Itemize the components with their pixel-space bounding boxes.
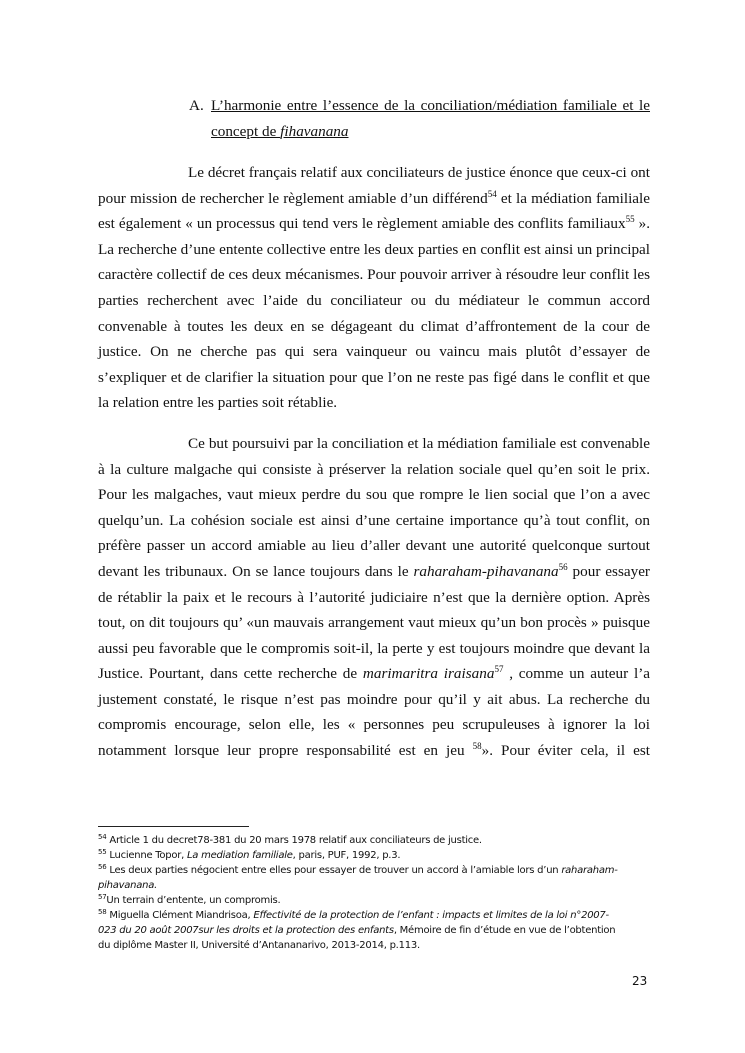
text-line: convenable à toutes les deux en se dégageant du climat d’affrontement de la cour de xyxy=(98,317,650,335)
footnote-58: $^{58}$ Miguella Clément Miandrisoa, Effectivité de la protection de l’enfant : impacts et limites de la loi n°2007- xyxy=(98,908,609,921)
heading-line: concept de fihavanana xyxy=(211,122,349,140)
text-line: Le décret français relatif aux conciliateurs de justice énonce que ceux-ci ont xyxy=(188,164,650,181)
text-line: justement constaté, le risque n’est pas moindre pour qu’il y ait abus. La recherche du xyxy=(98,690,650,708)
heading-emphasis: fihavanana xyxy=(280,122,349,140)
footnote-58-cont: 023 du 20 août 2007sur les droits et la protection des enfants, Mémoire de fin d’étude en vue de l’obtention xyxy=(98,925,616,936)
paragraph-gap xyxy=(98,416,650,431)
footnote-ref[interactable]: 55 xyxy=(625,214,635,225)
footnote-ref[interactable]: 54 xyxy=(487,188,497,199)
text-line: préfère passer un accord amiable au lieu d’aller devant une autorité quelconque surtout xyxy=(98,537,650,555)
text-line: de rétablir la paix et le recours à l’autorité judiciaire n’est que la dernière option. Après xyxy=(98,588,650,606)
footnotes xyxy=(98,833,650,953)
text-line: parties recherchent avec l’aide du conciliateur ou du médiateur le commun accord xyxy=(98,291,650,309)
footnote-55: $^{55}$ Lucienne Topor, La mediation familiale, paris, PUF, 1992, p.3. xyxy=(98,848,401,861)
text-line: Justice. Pourtant, dans cette recherche de marimaritra iraisana$^{57}$ , comme un auteur l’a xyxy=(98,664,650,683)
heading-line: L’harmonie entre l’essence de la conciliation/médiation familiale et le xyxy=(211,97,650,114)
text-line: notamment lorsque leur propre responsabilité est en jeu $^{58}$». Pour éviter cela, il est xyxy=(98,741,650,760)
paragraph-1 xyxy=(98,160,650,416)
body-text xyxy=(98,160,650,764)
footnote-56: $^{56}$ Les deux parties négocient entre elles pour essayer de trouver un accord à l’amiable lors d’un raharaham- xyxy=(98,863,618,876)
text-line: s’expliquer et de clarifier la situation pour que l’on ne reste pas figé dans le conflit et que xyxy=(98,368,650,386)
text-line: devant les tribunaux. On se lance toujours dans le raharaham-pihavanana$^{56}$ pour essayer xyxy=(98,561,650,580)
footnote-58-cont: du diplôme Master II, Université d’Antananarivo, 2013-2014, p.113. xyxy=(98,940,420,951)
text-line: aussi peu favorable que le compromis soit-il, la perte y est toujours moindre que devant la xyxy=(98,639,650,657)
text-line: la relation entre les parties soit rétablie. xyxy=(98,394,338,412)
text-line: Ce but poursuivi par la conciliation et la médiation familiale est convenable xyxy=(188,434,650,452)
footnote-57: $^{57}$Un terrain d’entente, un compromis. xyxy=(98,893,281,906)
footnote-ref[interactable]: 58 xyxy=(472,741,482,752)
footnote-56-cont: pihavanana. xyxy=(98,880,157,891)
footnote-ref[interactable]: 57 xyxy=(494,664,504,675)
section-heading xyxy=(189,92,650,145)
text-line: est également « un processus qui tend vers le règlement amiable des conflits familiaux$^{55}$ ». xyxy=(98,214,651,233)
text-line: pour mission de rechercher le règlement amiable d’un différend$^{54}$ et la médiation familiale xyxy=(98,188,650,207)
page-number: 23 xyxy=(632,974,648,988)
footnote-ref[interactable]: 56 xyxy=(558,561,568,572)
emphasis: marimaritra iraisana xyxy=(362,665,495,683)
text-line: quelqu’un. La cohésion sociale est ainsi d’une certaine importance qu’à tout conflit, on xyxy=(98,511,650,529)
footnote-separator xyxy=(98,826,249,827)
text-line: caractère collectif de ces deux mécanismes. Pour pouvoir arriver à résoudre leur conflit les xyxy=(98,266,650,284)
text-line: compromis encourage, selon elle, les « personnes peu scrupuleuses à ignorer la loi xyxy=(98,716,650,734)
text-line: La recherche d’une entente collective entre les deux parties en conflit est ainsi un principal xyxy=(98,240,650,258)
emphasis: raharaham-pihavanana xyxy=(413,562,559,580)
heading-letter: A. xyxy=(189,97,204,114)
text-line: à la culture malgache qui consiste à préserver la relation sociale quel qu’en soit le prix. xyxy=(98,460,650,478)
paragraph-2 xyxy=(98,431,650,764)
text-line: tout, on dit toujours qu’ «un mauvais arrangement vaut mieux qu’un bon procès » puisque xyxy=(98,614,650,632)
heading-text xyxy=(211,92,650,145)
text-line: Pour les malgaches, vaut mieux perdre du sou que rompre le lien social que l’on a avec xyxy=(98,486,650,504)
footnote-54: $^{54}$ Article 1 du decret78-381 du 20 mars 1978 relatif aux conciliateurs de justice. xyxy=(98,833,482,846)
text-line: justice. On ne cherche pas qui sera vainqueur ou vaincu mais plutôt d’essayer de xyxy=(98,343,650,361)
